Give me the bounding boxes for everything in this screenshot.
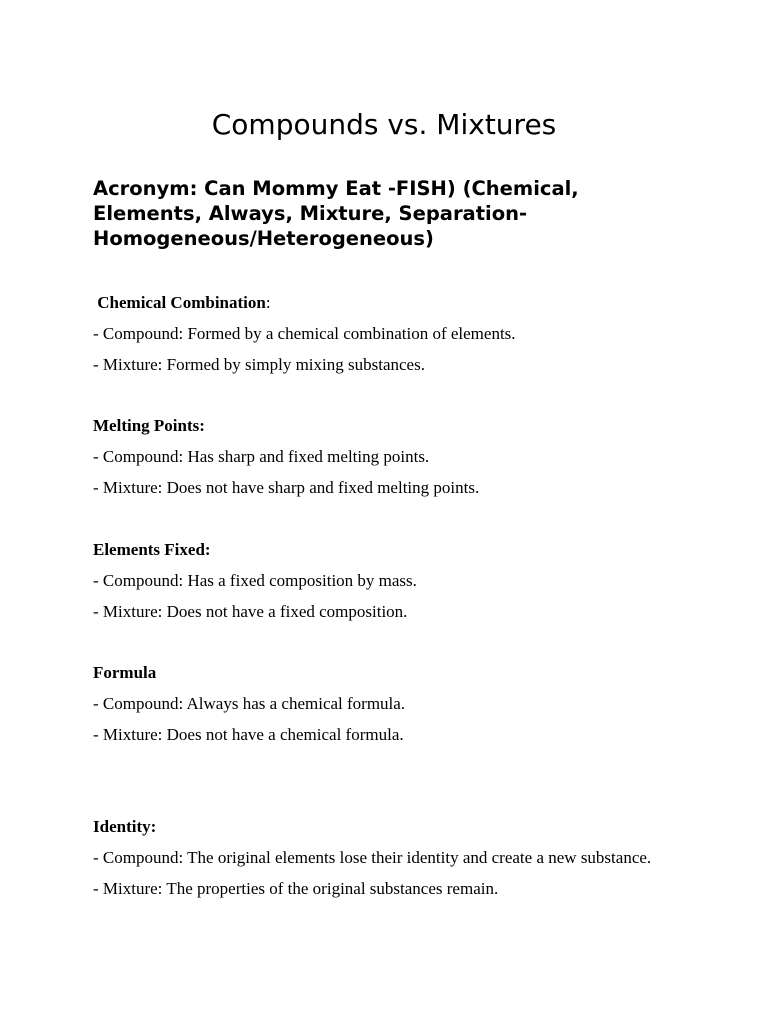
- section-heading-text: Chemical Combination: [93, 293, 266, 312]
- mixture-line: - Mixture: Does not have sharp and fixed melting points.: [93, 478, 480, 497]
- section-heading: [93, 292, 653, 313]
- compound-line: - Compound: Has sharp and fixed melting points.: [93, 447, 430, 466]
- mixture-line: - Mixture: Does not have a chemical formula.: [93, 725, 404, 744]
- compound-line: - Compound: Formed by a chemical combination of elements.: [93, 324, 516, 343]
- acronym-heading: Acronym: Can Mommy Eat -FISH) (Chemical, Elements, Always, Mixture, Separation-Homogeneous/Heterogeneous): [93, 177, 579, 250]
- compound-line: - Compound: The original elements lose their identity and create a new substance.: [93, 848, 652, 867]
- section-heading-colon: :: [265, 293, 271, 312]
- section-heading: Melting Points:: [93, 416, 205, 435]
- section-melting-points: [93, 415, 653, 508]
- section-elements-fixed: [93, 539, 653, 632]
- section-identity: [93, 816, 653, 909]
- page-title: Compounds vs. Mixtures: [211, 108, 557, 141]
- section-heading: Formula: [93, 663, 157, 682]
- compound-line: - Compound: Has a fixed composition by mass.: [93, 571, 417, 590]
- compound-line: - Compound: Always has a chemical formula.: [93, 694, 406, 713]
- section-heading: Elements Fixed:: [93, 540, 211, 559]
- mixture-line: - Mixture: Does not have a fixed composition.: [93, 602, 408, 621]
- mixture-line: - Mixture: The properties of the original substances remain.: [93, 879, 499, 898]
- section-formula: [93, 662, 653, 755]
- section-chemical-combination: [93, 292, 653, 385]
- mixture-line: - Mixture: Formed by simply mixing substances.: [93, 355, 425, 374]
- section-heading: Identity:: [93, 817, 157, 836]
